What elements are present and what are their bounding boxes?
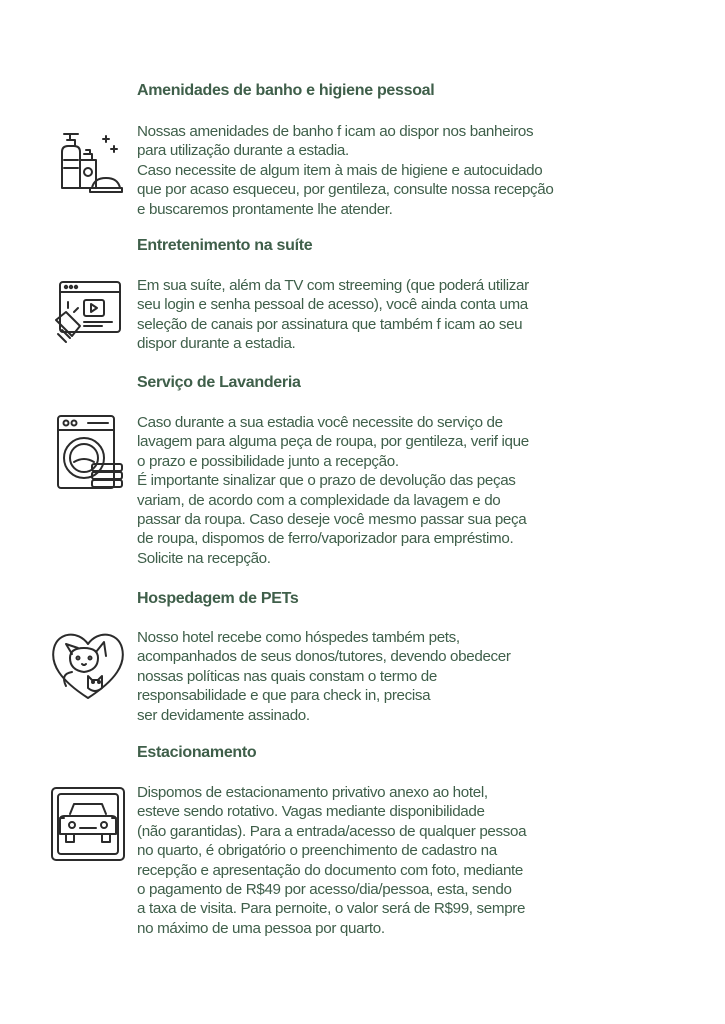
body-line: Caso durante a sua estadia você necessite do serviço de <box>137 414 503 431</box>
section-heading: Amenidades de banho e higiene pessoal <box>137 82 435 99</box>
body-line: a taxa de visita. Para pernoite, o valor será de R$99, sempre <box>137 900 526 918</box>
body-line: Nossas amenidades de banho f icam ao dispor nos banheiros <box>137 123 534 140</box>
body-line: dispor durante a estadia. <box>137 335 296 353</box>
body-line: ser devidamente assinado. <box>137 706 310 724</box>
body-line: no máximo de uma pessoa por quarto. <box>137 919 385 937</box>
body-line: recepção e apresentação do documento com foto, mediante <box>137 861 524 879</box>
body-line: o prazo e possibilidade junto a recepção. <box>137 452 399 470</box>
body-line: que por acaso esqueceu, por gentileza, consulte nossa recepção <box>137 181 554 199</box>
body-line: para utilização durante a estadia. <box>137 142 349 160</box>
section-body <box>137 628 657 725</box>
section-heading: Estacionamento <box>137 744 257 761</box>
tv-streaming-icon <box>48 272 128 352</box>
car-parking-icon <box>48 784 128 864</box>
section-heading: Hospedagem de PETs <box>137 590 299 607</box>
section-body <box>137 413 657 568</box>
body-line: Solicite na recepção. <box>137 549 271 567</box>
body-line: passar da roupa. Caso deseje você mesmo passar sua peça <box>137 511 527 529</box>
body-line: acompanhados de seus donos/tutores, devendo obedecer <box>137 648 511 666</box>
body-line: esteve sendo rotativo. Vagas mediante disponibilidade <box>137 803 485 821</box>
toiletries-icon <box>48 128 128 208</box>
body-line: É importante sinalizar que o prazo de devolução das peças <box>137 472 516 490</box>
body-line: seu login e senha pessoal de acesso), você ainda conta uma <box>137 296 528 314</box>
body-line: e buscaremos prontamente lhe atender. <box>137 200 393 218</box>
pets-heart-icon <box>48 624 128 704</box>
body-line: lavagem para alguma peça de roupa, por gentileza, verif ique <box>137 433 529 451</box>
section-body <box>137 122 657 219</box>
body-line: variam, de acordo com a complexidade da lavagem e do <box>137 491 501 509</box>
body-line: o pagamento de R$49 por acesso/dia/pessoa, esta, sendo <box>137 881 512 899</box>
washing-machine-icon <box>48 412 128 492</box>
section-heading: Serviço de Lavanderia <box>137 374 301 391</box>
body-line: (não garantidas). Para a entrada/acesso de qualquer pessoa <box>137 822 527 840</box>
body-line: de roupa, dispomos de ferro/vaporizador para empréstimo. <box>137 530 514 548</box>
section-body <box>137 276 657 354</box>
body-line: nossas políticas nas quais constam o termo de <box>137 667 437 685</box>
section-body <box>137 783 657 938</box>
section-heading: Entretenimento na suíte <box>137 237 313 254</box>
body-line: Dispomos de estacionamento privativo anexo ao hotel, <box>137 784 488 801</box>
body-line: no quarto, é obrigatório o preenchimento de cadastro na <box>137 842 497 860</box>
body-line: Em sua suíte, além da TV com streeming (que poderá utilizar <box>137 277 529 294</box>
body-line: Nosso hotel recebe como hóspedes também pets, <box>137 629 460 646</box>
body-line: Caso necessite de algum item à mais de higiene e autocuidado <box>137 161 543 179</box>
body-line: seleção de canais por assinatura que também f icam ao seu <box>137 315 523 333</box>
body-line: responsabilidade e que para check in, precisa <box>137 687 431 705</box>
